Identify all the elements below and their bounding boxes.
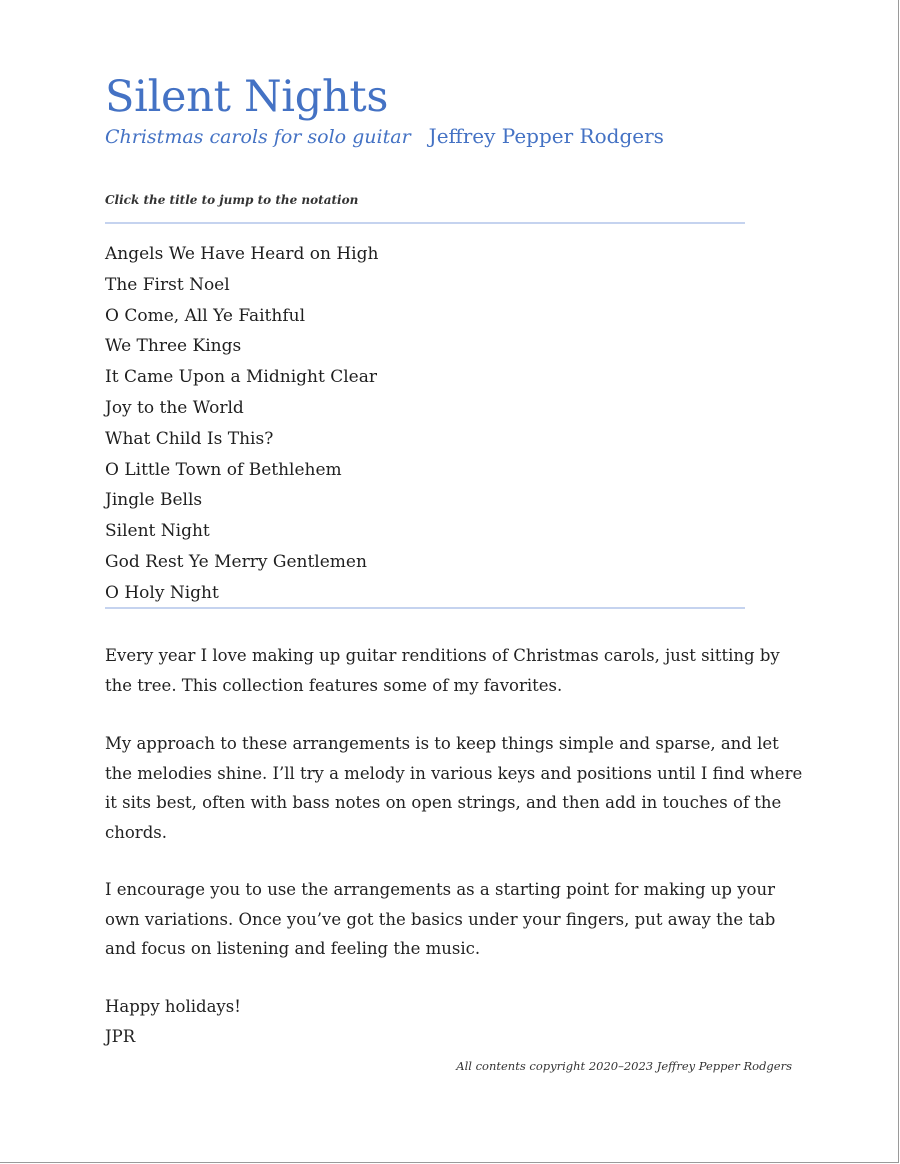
toc-link-o-little-town-of-bethlehem[interactable]: O Little Town of Bethlehem (105, 459, 342, 480)
intro-paragraph-2: My approach to these arrangements is to keep things simple and sparse, and let the melodies shine. I’ll try a melody in various keys and positions until I find where it sits best, often with bass notes on open strings, and then add in touches of the chords. (105, 734, 803, 842)
page-subtitle: Christmas carols for solo guitar (105, 126, 411, 148)
toc-link-what-child-is-this[interactable]: What Child Is This? (105, 428, 274, 449)
toc-link-o-come-all-ye-faithful[interactable]: O Come, All Ye Faithful (105, 305, 306, 326)
closing-greeting: Happy holidays! (105, 997, 241, 1016)
toc-link-god-rest-ye-merry-gentlemen[interactable]: God Rest Ye Merry Gentlemen (105, 551, 367, 572)
toc-link-it-came-upon-a-midnight-clear[interactable]: It Came Upon a Midnight Clear (105, 367, 377, 388)
closing-block (105, 992, 805, 1051)
table-of-contents (105, 239, 378, 609)
toc-link-joy-to-the-world[interactable]: Joy to the World (105, 397, 244, 418)
signature: JPR (105, 1026, 136, 1046)
page-title: Silent Nights (105, 72, 389, 122)
copyright-notice: All contents copyright 2020–2023 Jeffrey Pepper Rodgers (456, 1059, 792, 1073)
toc-link-silent-night[interactable]: Silent Night (105, 521, 210, 542)
toc-link-jingle-bells[interactable]: Jingle Bells (105, 490, 203, 511)
intro-paragraph-1: Every year I love making up guitar renditions of Christmas carols, just sitting by the tree. This collection features some of my favorites. (105, 646, 780, 695)
toc-link-o-holy-night[interactable]: O Holy Night (105, 582, 219, 603)
toc-link-the-first-noel[interactable]: The First Noel (105, 274, 230, 295)
toc-hint: Click the title to jump to the notation (105, 193, 359, 207)
author-name: Jeffrey Pepper Rodgers (428, 124, 664, 148)
subtitle-row (105, 124, 664, 148)
toc-bottom-divider (105, 607, 745, 609)
intro-paragraph-3: I encourage you to use the arrangements as a starting point for making up your own variations. Once you’ve got the basics under your fingers, put away the tab and focus on listening and feeling the music. (105, 880, 776, 958)
toc-link-angels-we-have-heard-on-high[interactable]: Angels We Have Heard on High (105, 244, 379, 264)
toc-top-divider (105, 222, 745, 224)
toc-link-we-three-kings[interactable]: We Three Kings (105, 336, 242, 357)
